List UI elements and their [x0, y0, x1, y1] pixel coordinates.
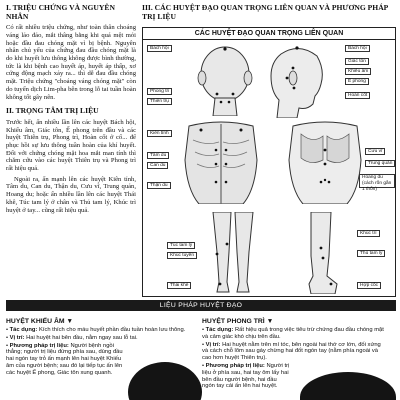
acupoint-chart [142, 27, 396, 297]
head-side-illustration [263, 44, 333, 118]
label-hoang-du: Hoang du (cách rốn gần 1 thốn) [359, 174, 395, 188]
right-column [142, 4, 396, 21]
label-tam-du: Tâm du [147, 152, 169, 159]
label-can-du: Can du [147, 162, 168, 169]
label-kien-tinh: Kiên tỉnh [147, 130, 172, 137]
section2-text-2: Ngoài ra, ấn mạnh lên các huyệt Kiên tỉnh, Tâm du, Can du, Thận du, Cưu vĩ, Trung quản, Hoang du; hoặc ấn nhiều lần lên các huyệt Thái khê, Túc tam lý ở chân và Thủ tam lý, Khúc trì huyệt ở tay... cũng rất hiệu quả. [6, 175, 136, 214]
khieu-am-heading: HUYỆT KHIẾU ÂM ▼ [6, 318, 74, 325]
label-phong-tri: Phong trì [147, 88, 172, 95]
khieu-am-method-text: Người bệnh ngồi thẳng; người trị liệu đứng phía sau, dùng đầu hai ngón tay trỏ ấn mạnh lên hai huyệt Khiếu âm của người bệnh; sau đó lại tiếp tục ấn lên các huyệt Ế phong, Giác tôn xung quanh. [6, 342, 123, 376]
label-e-phong: Ế phong [345, 78, 369, 85]
legs-illustration [203, 212, 263, 294]
location-label: Vị trí: [205, 341, 221, 348]
chart-title: CÁC HUYỆT ĐẠO QUAN TRỌNG LIÊN QUAN [143, 28, 395, 40]
phong-tri-location: • Vị trí: Hai huyệt nằm trên mí tóc, bên ngoài hai thớ cơ lớn, đối xứng và cách chỗ lõm sau gáy chừng hai đốt ngón tay (nằm phía ngoài và cao hơn huyệt Thiên trụ). [202, 341, 381, 362]
khieu-am-effect: • Tác dụng: Kích thích cho máu huyết phần đầu tuần hoàn lưu thông. [6, 327, 186, 333]
khieu-am-location: • Vị trí: Hai huyệt hai bên đầu, nằm ngay sau lỗ tai. [6, 334, 138, 341]
left-column [6, 4, 136, 214]
effect-label: Tác dụng: [205, 327, 234, 333]
section2-text-1: Trước hết, ấn nhiều lần lên các huyệt Bách hội, Khiếu âm, Giác tôn, Ế phong trên đầu và các huyệt Thiên trụ, Phong trì, Hoàn cốt ở cổ... để phục hồi sự lưu thông tuần hoàn của khí huyết. Đối với chứng chóng mặt hoa mắt man tính thì chăm cứu vào các huyệt Thiên trụ và Phong trì rất hiệu quả. [6, 118, 136, 173]
location-label: Vị trí: [9, 334, 25, 341]
phong-tri-method: • Phương pháp trị liệu: Người trị liệu ở phía sau, hai tay ôm lấy hai bên đầu người bệnh, hai đầu ngón tay cái ấn lên hai huyệt. [202, 362, 290, 390]
label-bach-hoi-right: Bách hội [345, 45, 370, 52]
section1-text: Có rất nhiều triệu chứng, như toàn thân choáng váng lảo đảo, mắt thâng bằng khi quá mệt mỏi hoặc đầu đau chóng mặt vì bị bệnh. Nguyên nhân chủ yếu của chứng đau đầu chóng mặt là do khi huyết lưu thông không được bình thường, tức là khi bệnh cao huyết áp, huyết áp thấp, xơ cứng động mạch xảy ra... thì dễ đau đầu chóng mặt. Triệu chứng "choáng váng chóng mặt" còn do tuyến dịch Lim-pha bên trong lỗ tai tuần hoàn không tốt gây nên. [6, 24, 136, 101]
label-hop-coc: Hợp cốc [357, 282, 381, 289]
method-label: Phương pháp trị liệu: [9, 342, 69, 349]
phong-tri-effect-text: Rất hiệu quả trong việc tiêu trừ chứng đau đầu chóng mặt và cảm giác khó chịu trên đầu. [202, 327, 384, 340]
section3-title: III. CÁC HUYỆT ĐẠO QUAN TRỌNG LIÊN QUAN VÀ PHƯƠNG PHÁP TRỊ LIỆU [142, 3, 388, 21]
section-banner: LIỆU PHÁP HUYỆT ĐẠO [6, 300, 396, 311]
label-than-du: Thận du [147, 182, 171, 189]
label-cuu-vi: Cưu vĩ [365, 148, 385, 155]
label-thu-tam-ly: Thủ tam lý [357, 250, 385, 257]
section2-title: II. TRỌNG TÂM TRỊ LIỆU [6, 106, 99, 116]
head-back-illustration [193, 44, 257, 116]
label-khuc-tuyen: Khúc tuyền [167, 252, 197, 259]
phong-tri-method-text: Người trị liệu ở phía sau, hai tay ôm lấy hai bên đầu người bệnh, hai đầu ngón tay cái ấn lên hai huyệt. [202, 362, 290, 390]
label-hoan-cot: Hoàn cốt [345, 92, 370, 99]
front-torso-illustration [283, 120, 367, 204]
phong-tri-location-text: Hai huyệt nằm trên mí tóc, bên ngoài hai thớ cơ lớn, đối xứng và cách chỗ lõm sau gáy chừng hai đốt ngón tay (nằm phía ngoài và cao hơn huyệt Thiên trụ). [202, 341, 381, 362]
label-giac-ton: Giác tôn [345, 58, 369, 65]
khieu-am-location-text: Hai huyệt hai bên đầu, nằm ngay sau lỗ tai. [26, 334, 138, 341]
section1-title: I. TRIỆU CHỨNG VÀ NGUYÊN NHÂN [6, 3, 115, 21]
label-thai-khe: Thái khê [167, 282, 191, 289]
method-label: Phương pháp trị liệu: [205, 362, 265, 369]
back-torso-illustration [179, 120, 263, 204]
label-tuc-tam-ly: Túc tam lý [167, 242, 195, 249]
khieu-am-effect-text: Kích thích cho máu huyết phần đầu tuần hoàn lưu thông. [38, 327, 186, 333]
label-bach-hoi-left: Bách hội [147, 45, 172, 52]
label-khieu-am: Khiếu âm [345, 68, 371, 75]
effect-label: Tác dụng: [9, 327, 38, 333]
khieu-am-method: • Phương pháp trị liệu: Người bệnh ngồi thẳng; người trị liệu đứng phía sau, dùng đầu hai ngón tay trỏ ấn mạnh lên hai huyệt Khiếu âm của người bệnh; sau đó lại tiếp tục ấn lên các huyệt Ế phong, Giác tôn xung quanh. [6, 342, 123, 376]
label-trung-quan: Trung quản [365, 160, 395, 167]
label-khuc-tri: Khúc trì [357, 230, 380, 237]
phong-tri-heading: HUYỆT PHONG TRÌ ▼ [202, 318, 274, 325]
arm-illustration [293, 212, 349, 294]
phong-tri-effect: • Tác dụng: Rất hiệu quả trong việc tiêu trừ chứng đau đầu chóng mặt và cảm giác khó chịu trên đầu. [202, 327, 384, 340]
label-thien-tru: Thiên trụ [147, 98, 172, 105]
